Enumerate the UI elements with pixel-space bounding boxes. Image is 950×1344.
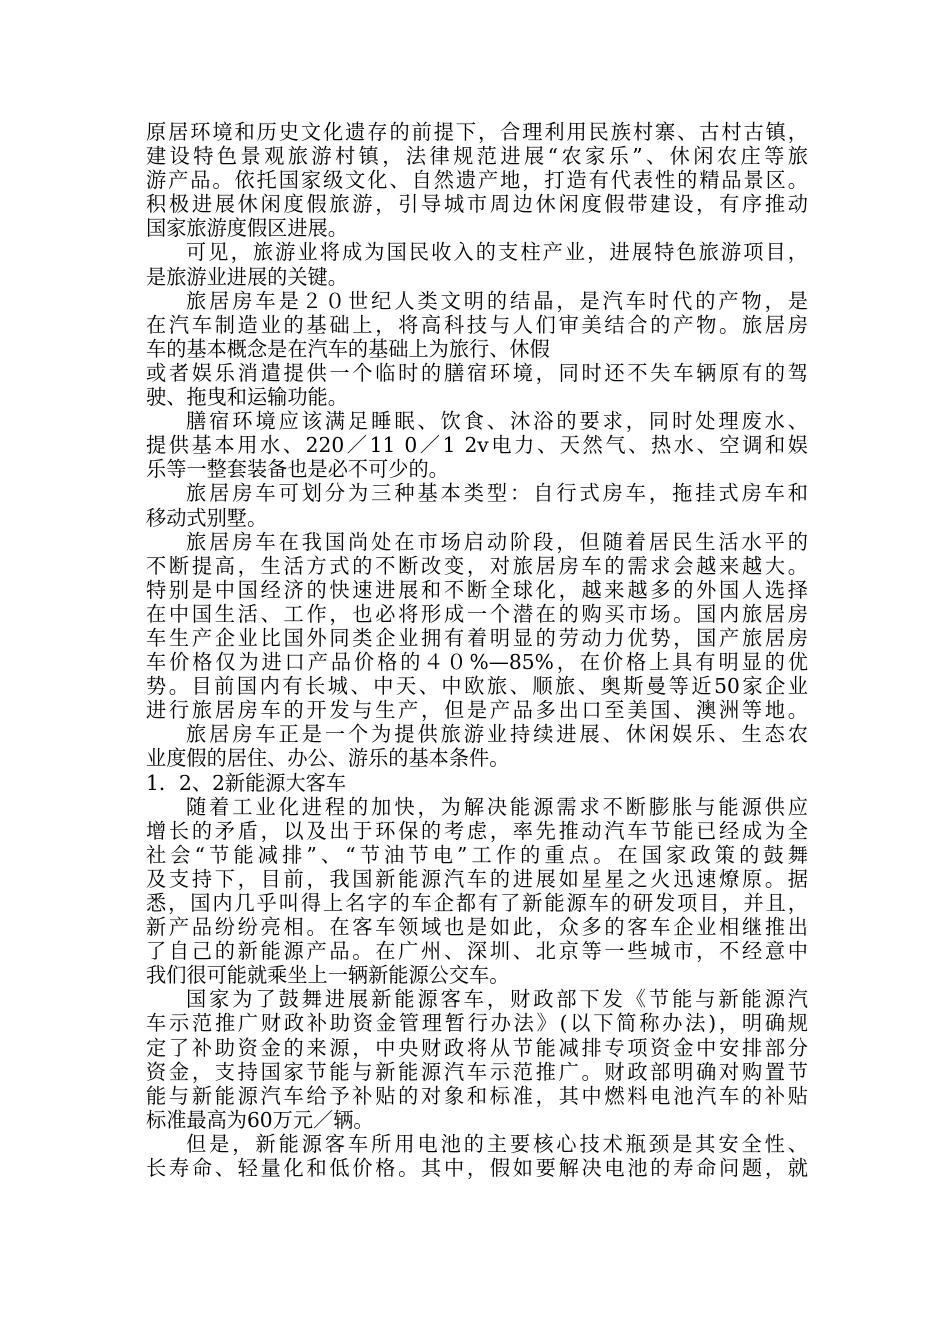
text-line: 标准最高为60万元／辆。	[146, 1107, 374, 1132]
text-line: 特别是中国经济的快速进展和不断全球化，越来越多的外国人选择	[146, 577, 808, 602]
text-line: 不断提高，生活方式的不断改变，对旅居房车的需求会越来越大。	[146, 553, 808, 578]
paragraph-first-line: 旅居房车是２０世纪人类文明的结晶，是汽车时代的产物，是	[186, 288, 808, 313]
document-page	[146, 120, 808, 1180]
paragraph-first-line: 但是，新能源客车所用电池的主要核心技术瓶颈是其安全性、	[186, 1131, 808, 1156]
text-line: 积极进展休闲度假旅游，引导城市周边休闲度假带建设，有序推动	[146, 192, 808, 217]
text-line: 原居环境和历史文化遗存的前提下，合理利用民族村寨、古村古镇，	[146, 120, 808, 144]
text-line: 乐等一整套装备也是必不可少的。	[146, 457, 449, 482]
text-line: 提供基本用水、220／11 0／1 2v电力、天然气、热水、空调和娱	[146, 433, 808, 458]
paragraph-first-line: 国家为了鼓舞进展新能源客车，财政部下发《节能与新能源汽	[186, 987, 808, 1012]
paragraph-first-line: 旅居房车正是一个为提供旅游业持续进展、休闲娱乐、生态农	[186, 722, 808, 747]
paragraph-first-line: 可见，旅游业将成为国民收入的支柱产业，进展特色旅游项目，	[186, 240, 808, 265]
section-heading: 1．2、2新能源大客车	[146, 770, 347, 795]
text-line: 能与新能源汽车给予补贴的对象和标准，其中燃料电池汽车的补贴	[146, 1083, 808, 1108]
text-line: 业度假的居住、办公、游乐的基本条件。	[146, 746, 510, 771]
text-line: 是旅游业进展的关键。	[146, 264, 348, 289]
text-line: 或者娱乐消遣提供一个临时的膳宿环境，同时还不失车辆原有的驾	[146, 360, 808, 385]
text-line: 国家旅游度假区进展。	[146, 216, 348, 241]
text-line: 车价格仅为进口产品价格的４０%—85%，在价格上具有明显的优	[146, 650, 808, 675]
text-line: 悉，国内几乎叫得上名字的车企都有了新能源车的研发项目，并且，	[146, 891, 808, 915]
text-line: 长寿命、轻量化和低价格。其中，假如要解决电池的寿命问题，就	[146, 1156, 808, 1181]
text-line: 了自己的新能源产品。在广州、深圳、北京等一些城市，不经意中	[146, 939, 808, 964]
text-line: 新产品纷纷亮相。在客车领域也是如此，众多的客车企业相继推出	[146, 915, 808, 940]
text-line: 我们很可能就乘坐上一辆新能源公交车。	[146, 963, 510, 988]
text-line: 定了补助资金的来源，中央财政将从节能减排专项资金中安排部分	[146, 1035, 808, 1060]
paragraph-first-line: 旅居房车可划分为三种基本类型：自行式房车，拖挂式房车和	[186, 481, 808, 506]
text-line: 进行旅居房车的开发与生产，但是产品多出口至美国、澳洲等地。	[146, 698, 808, 723]
text-line: 移动式别墅。	[146, 505, 268, 530]
text-line: 车生产企业比国外同类企业拥有着明显的劳动力优势，国产旅居房	[146, 625, 808, 650]
text-line: 驶、拖曳和运输功能。	[146, 385, 348, 410]
text-line: 车的基本概念是在汽车的基础上为旅行、休假	[146, 336, 550, 361]
text-line: 车示范推广财政补助资金管理暂行办法》(以下简称办法)，明确规	[146, 1011, 808, 1036]
text-line: 建设特色景观旅游村镇，法律规范进展“农家乐”、休闲农庄等旅	[146, 144, 808, 169]
text-line: 游产品。依托国家级文化、自然遗产地，打造有代表性的精品景区。	[146, 168, 808, 193]
text-line: 势。目前国内有长城、中天、中欧旅、顺旅、奥斯曼等近50家企业	[146, 674, 808, 699]
text-line: 在中国生活、工作，也必将形成一个潜在的购买市场。国内旅居房	[146, 601, 808, 626]
text-line: 及支持下，目前，我国新能源汽车的进展如星星之火迅速燎原。据	[146, 866, 808, 891]
text-line: 社会“节能减排”、“节油节电”工作的重点。在国家政策的鼓舞	[146, 842, 808, 867]
paragraph-first-line: 随着工业化进程的加快，为解决能源需求不断膨胀与能源供应	[186, 794, 808, 819]
paragraph-first-line: 旅居房车在我国尚处在市场启动阶段，但随着居民生活水平的	[186, 529, 808, 554]
text-line: 在汽车制造业的基础上，将高科技与人们审美结合的产物。旅居房	[146, 312, 808, 337]
text-line: 资金，支持国家节能与新能源汽车示范推广。财政部明确对购置节	[146, 1059, 808, 1084]
text-line: 增长的矛盾，以及出于环保的考虑，率先推动汽车节能已经成为全	[146, 818, 808, 843]
paragraph-first-line: 膳宿环境应该满足睡眠、饮食、沐浴的要求，同时处理废水、	[186, 409, 808, 434]
